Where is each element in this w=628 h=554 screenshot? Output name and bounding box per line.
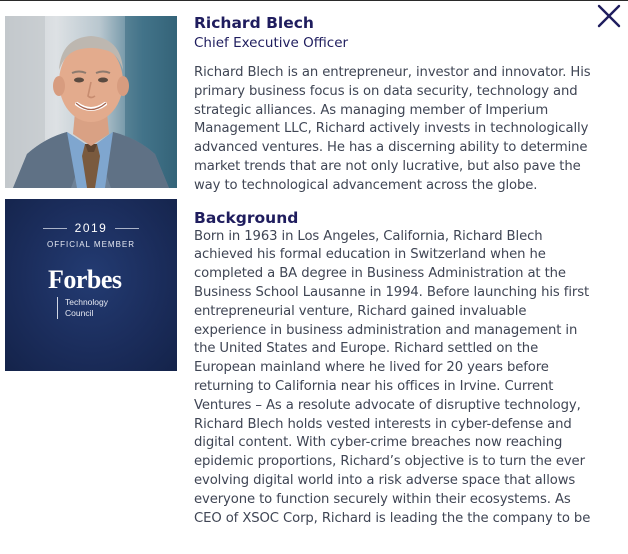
background-line: European mainland where he lived for 20 years before (194, 360, 549, 376)
badge-council-label (65, 297, 108, 319)
background-line: completed a BA degree in Business Administration at the (194, 266, 566, 282)
portrait-image (5, 16, 177, 188)
badge-line-right (115, 228, 139, 229)
badge-council-line-2: Council (65, 308, 94, 318)
background-heading: Background (194, 208, 299, 227)
background-line: the United States and Europe. Richard settled on the (194, 341, 539, 357)
background-line: everyone to function securely within their ecosystems. As (194, 491, 571, 507)
bio-line: market trends that are not only lucrative, but also pave the (194, 158, 581, 174)
background-line: evolving digital world into a risk adverse space that allows (194, 472, 576, 488)
badge-year-row (5, 220, 177, 236)
badge-divider (57, 297, 58, 319)
left-column (5, 16, 177, 371)
background-line: Richard Blech holds vested interests in cyber-defense and (194, 416, 572, 432)
background-line: entrepreneurial venture, Richard gained invaluable (194, 303, 527, 319)
profile-name: Richard Blech (194, 14, 314, 32)
bio-line: primary business focus is on data security, technology and (194, 83, 578, 99)
badge-member-label: OFFICIAL MEMBER (46, 240, 136, 249)
profile-photo (5, 16, 177, 188)
badge-year: 2019 (74, 221, 108, 235)
bio-line: Richard Blech is an entrepreneur, investor and innovator. His (194, 65, 591, 80)
profile-role: Chief Executive Officer (194, 35, 349, 51)
bio-line: advanced ventures. He has a discerning ability to determine (194, 140, 588, 156)
background-line: returning to California near his offices in Irvine. Current (194, 378, 554, 394)
background-line: digital content. With cyber-crime breaches now reaching (194, 435, 563, 451)
profile-bio (194, 64, 614, 196)
bio-line: strategic alliances. As managing member of Imperium (194, 102, 549, 118)
bio-line: Management LLC, Richard actively invests in technologically (194, 121, 589, 137)
background-line: Born in 1963 in Los Angeles, California, Richard Blech (194, 228, 543, 244)
forbes-logo: Forbes (48, 265, 122, 294)
background-line: Business School Lausanne in 1994. Before launching his first (194, 284, 590, 300)
background-text (194, 228, 614, 529)
badge-council-line-1: Technology (65, 297, 109, 307)
badge-line-left (43, 228, 67, 229)
right-column (194, 13, 614, 528)
forbes-council-badge (5, 199, 177, 371)
background-line: CEO of XSOC Corp, Richard is leading the the company to be (194, 510, 591, 526)
background-line: achieved his formal education in Switzerland when he (194, 247, 546, 263)
background-line: epidemic proportions, Richard’s objective is to turn the ever (194, 454, 585, 470)
bio-line: way to technological advancement across the globe. (194, 177, 538, 193)
background-line: Ventures – As a resolute advocate of disruptive technology, (194, 397, 581, 413)
background-line: experience in business administration and management in (194, 322, 578, 338)
